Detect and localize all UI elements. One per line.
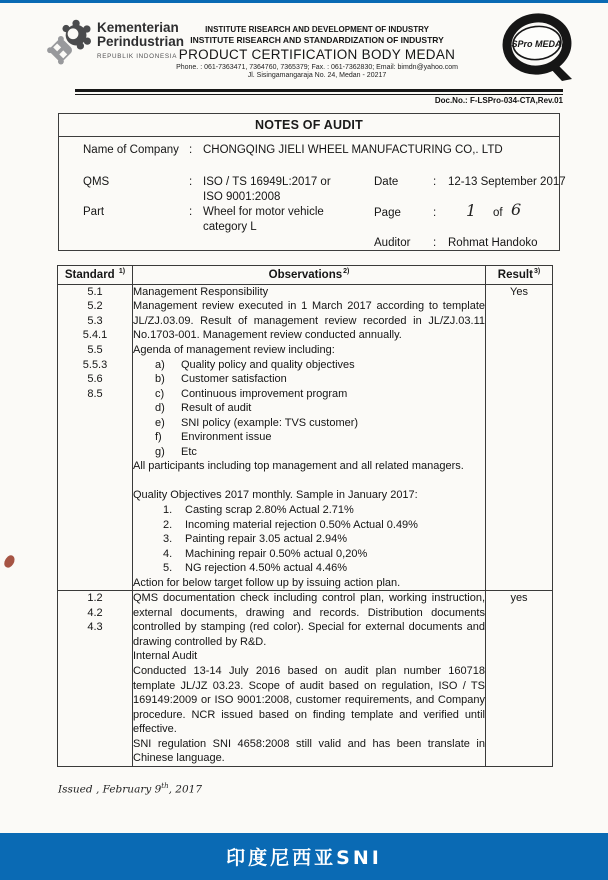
list-marker: f) <box>155 431 162 444</box>
colon: : <box>189 176 193 188</box>
company-value: CHONGQING JIELI WHEEL MANUFACTURING CO,. LTD <box>203 144 503 156</box>
list-marker: 5. <box>163 562 173 575</box>
list-text: Machining repair 0.50% actual 0,20% <box>185 547 368 560</box>
issued-year: , 2017 <box>168 783 203 796</box>
list-item <box>133 561 485 576</box>
list-text: Quality policy and quality objectives <box>181 358 355 371</box>
list-marker: b) <box>155 373 165 386</box>
observation-line: Action for below target follow up by issuing action plan. <box>133 576 401 589</box>
institute-line1: INSTITUTE RISEARCH AND DEVELOPMENT OF INDUSTRY <box>205 25 429 34</box>
notes-of-audit-box <box>58 113 566 251</box>
auditor-value: Rohmat Handoko <box>448 237 538 249</box>
observation-line: All participants including top management and all related managers. <box>133 460 464 473</box>
list-item <box>133 372 485 387</box>
ministry-line2: Perindustrian <box>97 34 185 49</box>
colon: : <box>189 206 193 218</box>
ordinal-suffix: th <box>161 782 169 790</box>
standard-clause: 5.5 <box>87 344 103 357</box>
footnote-marker: 1) <box>118 268 126 275</box>
table-row <box>58 591 553 767</box>
result-cell: Yes <box>486 284 553 590</box>
page-total-handwritten: 6 <box>511 200 522 219</box>
standard-clause: 5.4.1 <box>82 329 108 342</box>
footnote-marker: 3) <box>533 268 541 275</box>
part-label: Part <box>83 206 105 218</box>
page-of-label: of <box>493 207 503 219</box>
colon: : <box>433 176 437 188</box>
date-value: 12-13 September 2017 <box>448 176 566 188</box>
scan-artifact <box>2 554 17 570</box>
list-item <box>133 503 485 518</box>
observation-subtitle: Internal Audit <box>133 650 198 663</box>
list-text: Painting repair 3.05 actual 2.94% <box>185 533 348 546</box>
list-marker: 2. <box>163 518 173 531</box>
observations-cell <box>133 284 486 590</box>
certification-body-name: PRODUCT CERTIFICATION BODY MEDAN <box>178 47 456 62</box>
document-paper <box>0 3 608 833</box>
colon: : <box>189 144 193 156</box>
ministry-line3: REPUBLIK INDONESIA <box>97 53 178 60</box>
doc-number: Doc.No.: F-LSPro-034-CTA,Rev.01 <box>434 96 563 105</box>
observations-column-header: Observations$^{2)}$ <box>133 266 486 285</box>
footnote-marker: 2) <box>343 268 350 275</box>
list-marker: g) <box>155 445 165 458</box>
page-label: Page <box>374 207 401 219</box>
banner-text: 印度尼西亚SNI <box>226 847 382 869</box>
date-label: Date <box>374 176 399 188</box>
list-marker: d) <box>155 402 165 415</box>
address-line: Jl. Sisingamangaraja No. 24, Medan - 20217 <box>247 72 387 79</box>
lspro-medan-logo-text: LSPro MEDAN <box>505 39 569 49</box>
standard-clauses-cell <box>58 591 133 767</box>
list-item <box>133 401 485 416</box>
list-marker: 1. <box>163 503 173 516</box>
list-text: NG rejection 4.50% actual 4.46% <box>185 562 348 575</box>
table-row <box>58 284 553 590</box>
list-item <box>133 430 485 445</box>
issued-date-line <box>58 782 202 796</box>
standard-clause: 1.2 <box>87 592 103 605</box>
observations-cell <box>133 591 486 767</box>
qms-value-line2: ISO 9001:2008 <box>203 191 281 203</box>
list-text: Etc <box>181 445 197 458</box>
list-marker: a) <box>155 358 165 371</box>
observation-line: Quality Objectives 2017 monthly. Sample in January 2017: <box>133 489 418 502</box>
list-item <box>133 518 485 533</box>
form-title: NOTES OF AUDIT <box>59 114 559 137</box>
observation-paragraph: Conducted 13-14 July 2016 based on audit plan number 160718 template JL/JZ 03.23. Scope of audit based on regulation, ISO / TS 169149:2009 or ISO 9001:2008, customer requirements, and Company procedure. NCR issued based on finding template and verified until effective. <box>133 665 485 736</box>
colon: : <box>433 207 437 219</box>
bottom-banner <box>0 833 608 880</box>
observation-paragraph: SNI regulation SNI 4658:2008 still valid and has been translate in Chinese language. <box>133 737 485 765</box>
list-text: SNI policy (example: TVS customer) <box>181 416 359 429</box>
standard-clause: 5.6 <box>87 373 103 386</box>
list-item <box>133 445 485 460</box>
part-value-line2: category L <box>203 221 257 233</box>
table-header-row <box>58 266 553 285</box>
standard-clauses-cell <box>58 284 133 590</box>
result-column-header: Result$^{3)}$ <box>486 266 553 285</box>
standard-clause: 5.3 <box>87 314 103 327</box>
observation-line: Agenda of management review including: <box>133 344 335 357</box>
standard-clause: 4.3 <box>87 621 103 634</box>
list-marker: 4. <box>163 547 173 560</box>
list-item <box>133 532 485 547</box>
kementerian-perindustrian-logo-icon <box>44 15 96 69</box>
contact-line: Phone. : 061-7363471, 7364760, 7365379; Fax. : 061-7362830; Email: bimdn@yahoo.com <box>176 64 458 71</box>
list-item <box>133 358 485 373</box>
colon: : <box>433 237 437 249</box>
list-text: Incoming material rejection 0.50% Actual 0.49% <box>185 518 418 531</box>
part-value-line1: Wheel for motor vehicle <box>203 206 324 218</box>
qms-value-line1: ISO / TS 16949L:2017 or <box>203 176 331 188</box>
standard-clause: 5.5.3 <box>82 358 108 371</box>
standard-clause: 4.2 <box>87 606 103 619</box>
company-label: Name of Company <box>83 144 179 156</box>
auditor-label: Auditor <box>374 237 411 249</box>
observation-title: Management Responsibility <box>133 285 269 298</box>
list-text: Continuous improvement program <box>181 387 348 400</box>
list-text: Environment issue <box>181 431 272 444</box>
observation-paragraph: Management review executed in 1 March 2017 according to template JL/ZJ.03.09. Result of management review recorded in JL/ZJ.03.11 No.1703-001. Management review conducted annually. <box>133 300 485 342</box>
qms-label: QMS <box>83 176 110 188</box>
letterhead-center <box>152 25 482 79</box>
list-item <box>133 547 485 562</box>
audit-observations-table <box>57 265 553 767</box>
issued-text: Issued , February 9 <box>58 783 162 796</box>
list-marker: e) <box>155 416 165 429</box>
result-cell: yes <box>486 591 553 767</box>
institute-line2: INSTITUTE RISEARCH AND STANDARDIZATION OF INDUSTRY <box>190 35 444 45</box>
list-marker: c) <box>155 387 165 400</box>
standard-clause: 8.5 <box>87 387 103 400</box>
list-item <box>133 416 485 431</box>
list-text: Result of audit <box>181 402 252 415</box>
list-text: Casting scrap 2.80% Actual 2.71% <box>185 503 354 516</box>
standard-clause: 5.1 <box>87 285 103 298</box>
list-item <box>133 387 485 402</box>
page-current-handwritten: 1 <box>466 201 477 220</box>
observation-paragraph: QMS documentation check including control plan, working instruction, external documents, drawing and records. Distribution documents controlled by stamping (red color). Special for external documents and drawing controlled by R&D. <box>133 592 485 648</box>
lspro-medan-logo-icon <box>496 10 582 86</box>
list-text: Customer satisfaction <box>181 373 287 386</box>
letterhead-divider <box>75 89 563 95</box>
list-marker: 3. <box>163 533 173 546</box>
standard-column-header: Standard $^{1)}$ <box>58 266 133 285</box>
standard-clause: 5.2 <box>87 300 103 313</box>
ministry-line1: Kementerian <box>97 20 179 35</box>
